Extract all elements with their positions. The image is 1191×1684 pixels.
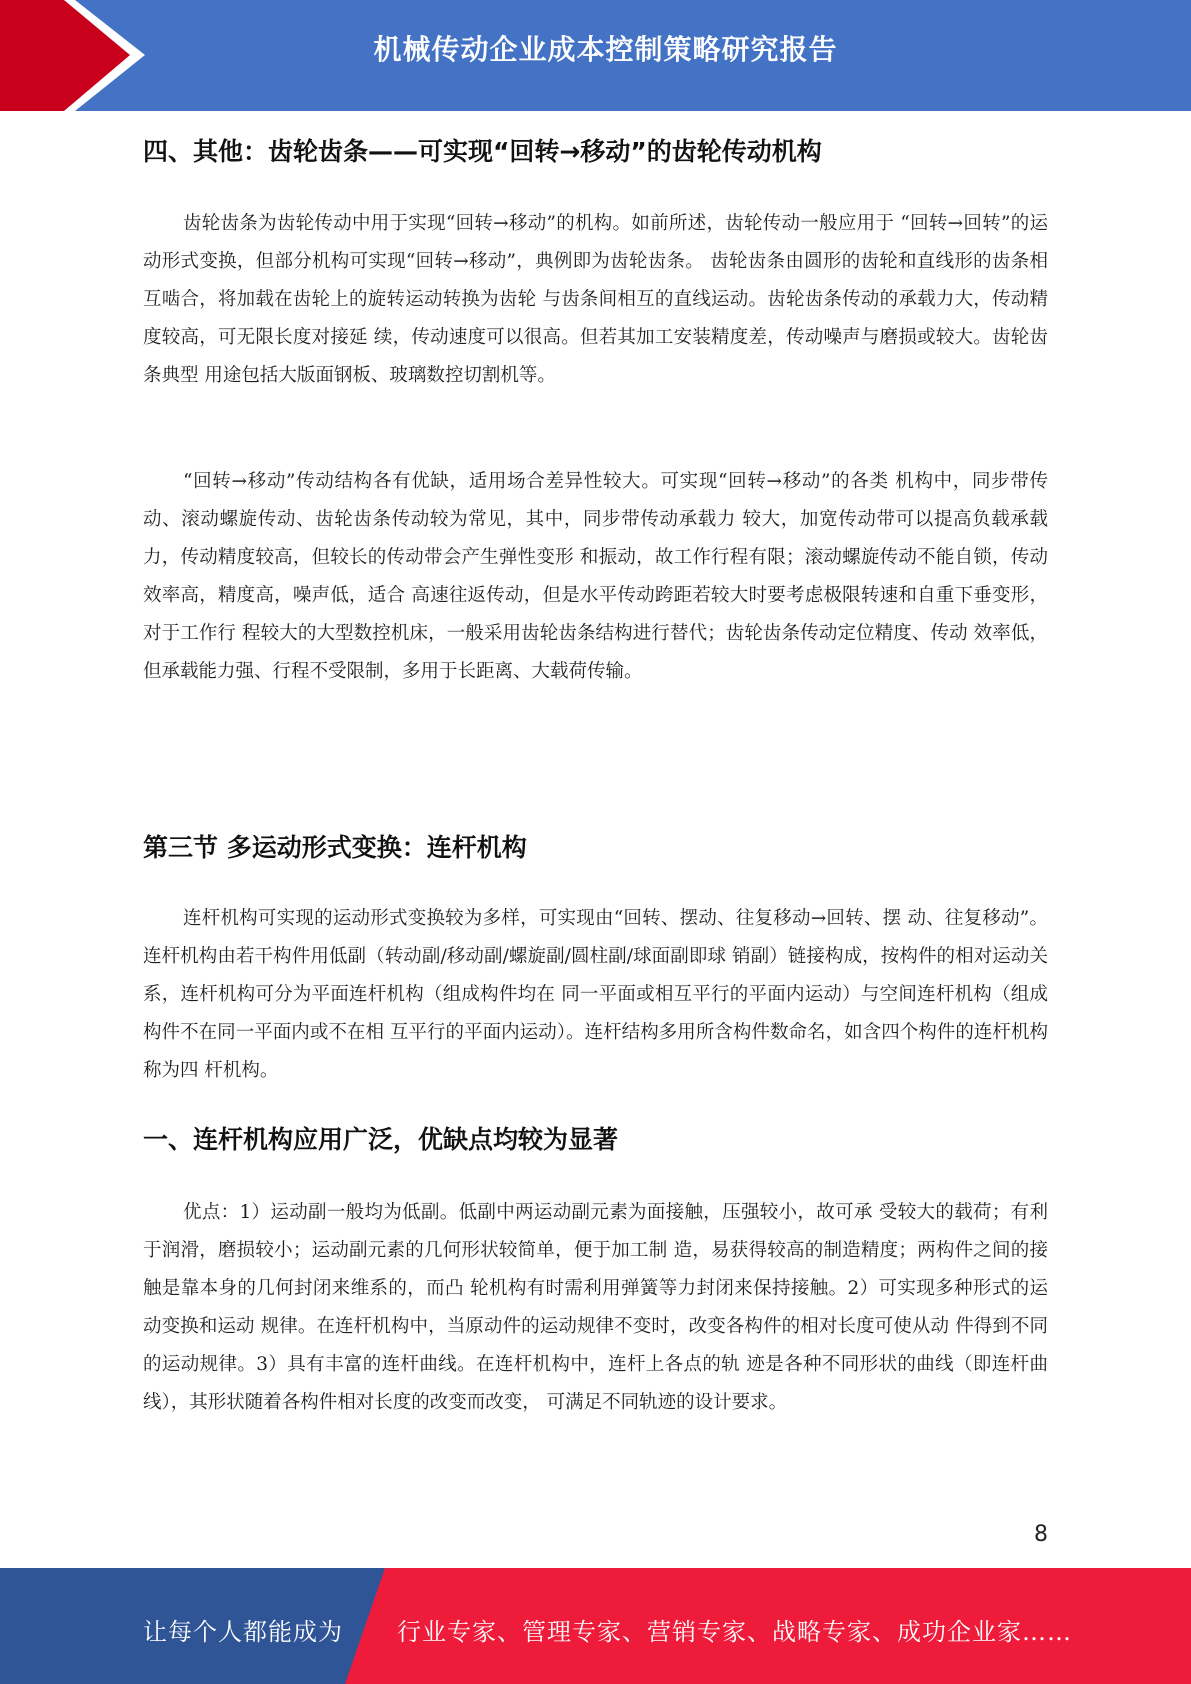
page-header <box>0 0 1191 111</box>
section-heading-linkage: 第三节 多运动形式变换：连杆机构 <box>143 833 527 862</box>
paragraph-advantages: 优点：1）运动副一般均为低副。低副中两运动副元素为面接触，压强较小，故可承 受较大的载荷；有利于润滑，磨损较小；运动副元素的几何形状较简单，便于加工制 造，易获得较高的制造精度；两构件之间的接触是靠本身的几何封闭来维系的，而凸 轮机构有时需利用弹簧等力封闭来保持接触。2）可实现多种形式的运动变换和运动 规律。在连杆机构中，当原动件的运动规律不变时，改变各构件的相对长度可使从动 件得到不同的运动规律。3）具有丰富的连杆曲线。在连杆机构中，连杆上各点的轨 迹是各种不同形状的曲线（即连杆曲线），其形状随着各构件相对长度的改变而改变， 可满足不同轨迹的设计要求。 <box>143 1202 1048 1413</box>
paragraph-rack-comparison: “回转→移动”传动结构各有优缺，适用场合差异性较大。可实现“回转→移动”的各类 机构中，同步带传动、滚动螺旋传动、齿轮齿条传动较为常见，其中，同步带传动承载力 较大，加宽传动带可以提高负载承载力，传动精度较高，但较长的传动带会产生弹性变形 和振动，故工作行程有限；滚动螺旋传动不能自锁，传动效率高，精度高，噪声低，适合 高速往返传动，但是水平传动跨距若较大时要考虑极限转速和自重下垂变形，对于工作行 程较大的大型数控机床，一般采用齿轮齿条结构进行替代；齿轮齿条传动定位精度、传动 效率低，但承载能力强、行程不受限制，多用于长距离、大载荷传输。 <box>143 471 1048 682</box>
section-heading-rack: 四、其他：齿轮齿条——可实现“回转→移动”的齿轮传动机构 <box>143 137 822 166</box>
paragraph-rack-intro: 齿轮齿条为齿轮传动中用于实现“回转→移动”的机构。如前所述，齿轮传动一般应用于 “回转→回转”的运动形式变换，但部分机构可实现“回转→移动”，典例即为齿轮齿条。 齿轮齿条由圆形的齿轮和直线形的齿条相互啮合，将加载在齿轮上的旋转运动转换为齿轮 与齿条间相互的直线运动。齿轮齿条传动的承载力大，传动精度较高，可无限长度对接延 续，传动速度可以很高。但若其加工安装精度差，传动噪声与磨损或较大。齿轮齿条典型 用途包括大版面钢板、玻璃数控切割机等。 <box>143 213 1048 386</box>
report-title: 机械传动企业成本控制策略研究报告 <box>373 33 838 66</box>
page-number: 8 <box>1034 1522 1048 1547</box>
page-footer <box>0 1568 1191 1684</box>
footer-slogan-left: 让每个人都能成为 <box>143 1618 343 1646</box>
paragraph-linkage-intro: 连杆机构可实现的运动形式变换较为多样，可实现由“回转、摆动、往复移动→回转、摆 动、往复移动”。连杆机构由若干构件用低副（转动副/移动副/螺旋副/圆柱副/球面副即球 销副）链接构成，按构件的相对运动关系，连杆机构可分为平面连杆机构（组成构件均在 同一平面或相互平行的平面内运动）与空间连杆机构（组成构件不在同一平面内或不在相 互平行的平面内运动）。连杆结构多用所含构件数命名，如含四个构件的连杆机构称为四 杆机构。 <box>143 908 1048 1081</box>
section-heading-advantages: 一、连杆机构应用广泛，优缺点均较为显著 <box>143 1125 619 1154</box>
footer-slogan-right: 行业专家、管理专家、营销专家、战略专家、成功企业家…… <box>397 1618 1072 1646</box>
